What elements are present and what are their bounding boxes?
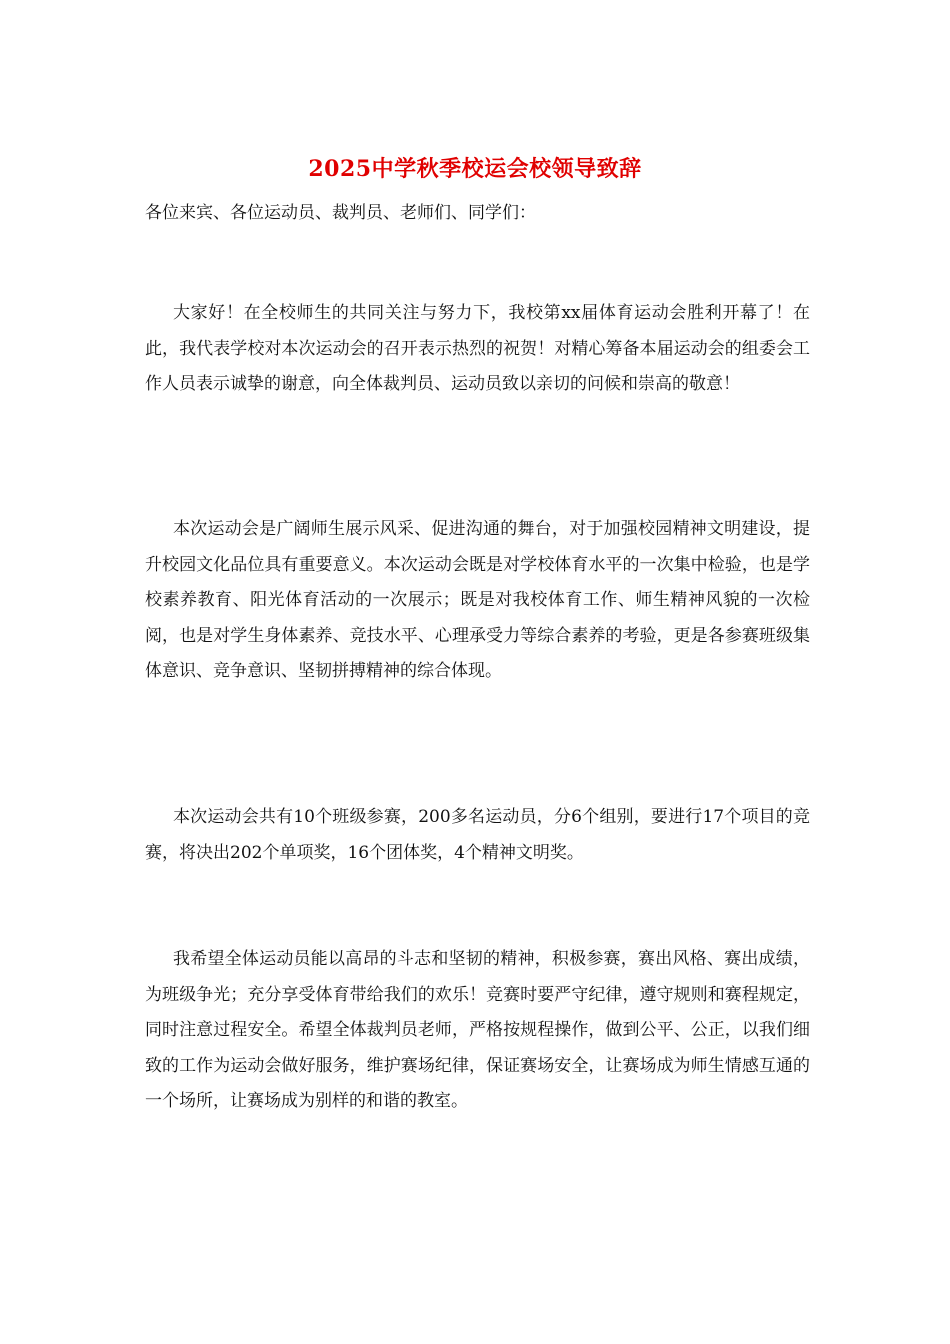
paragraph-significance: 本次运动会是广阔师生展示风采、促进沟通的舞台，对于加强校园精神文明建设，提升校园文化品位具有重要意义。本次运动会既是对学校体育水平的一次集中检验，也是学校素养教育、阳光体育活动的一次展示；既是对我校体育工作、师生精神风貌的一次检阅，也是对学生身体素养、竞技水平、心理承受力等综合素养的考验，更是各参赛班级集体意识、竞争意识、坚韧拼搏精神的综合体现。 <box>145 519 810 681</box>
paragraph-statistics: 本次运动会共有10个班级参赛，200多名运动员，分6个组别，要进行17个项目的竞赛，将决出202个单项奖，16个团体奖，4个精神文明奖。 <box>145 807 810 863</box>
document-title: 2025中学秋季校运会校领导致辞 <box>308 156 642 182</box>
paragraph-expectations: 我希望全体运动员能以高昂的斗志和坚韧的精神，积极参赛，赛出风格、赛出成绩，为班级争光；充分享受体育带给我们的欢乐！竞赛时要严守纪律，遵守规则和赛程规定，同时注意过程安全。希望全体裁判员老师，严格按规程操作，做到公平、公正，以我们细致的工作为运动会做好服务，维护赛场纪律，保证赛场安全，让赛场成为师生情感互通的一个场所，让赛场成为别样的和谐的教室。 <box>145 949 810 1111</box>
salutation: 各位来宾、各位运动员、裁判员、老师们、同学们： <box>145 203 536 223</box>
paragraph-opening: 大家好！在全校师生的共同关注与努力下，我校第xx届体育运动会胜利开幕了！在此，我代表学校对本次运动会的召开表示热烈的祝贺！对精心筹备本届运动会的组委会工作人员表示诚挚的谢意，向全体裁判员、运动员致以亲切的问候和崇高的敬意！ <box>145 303 810 394</box>
